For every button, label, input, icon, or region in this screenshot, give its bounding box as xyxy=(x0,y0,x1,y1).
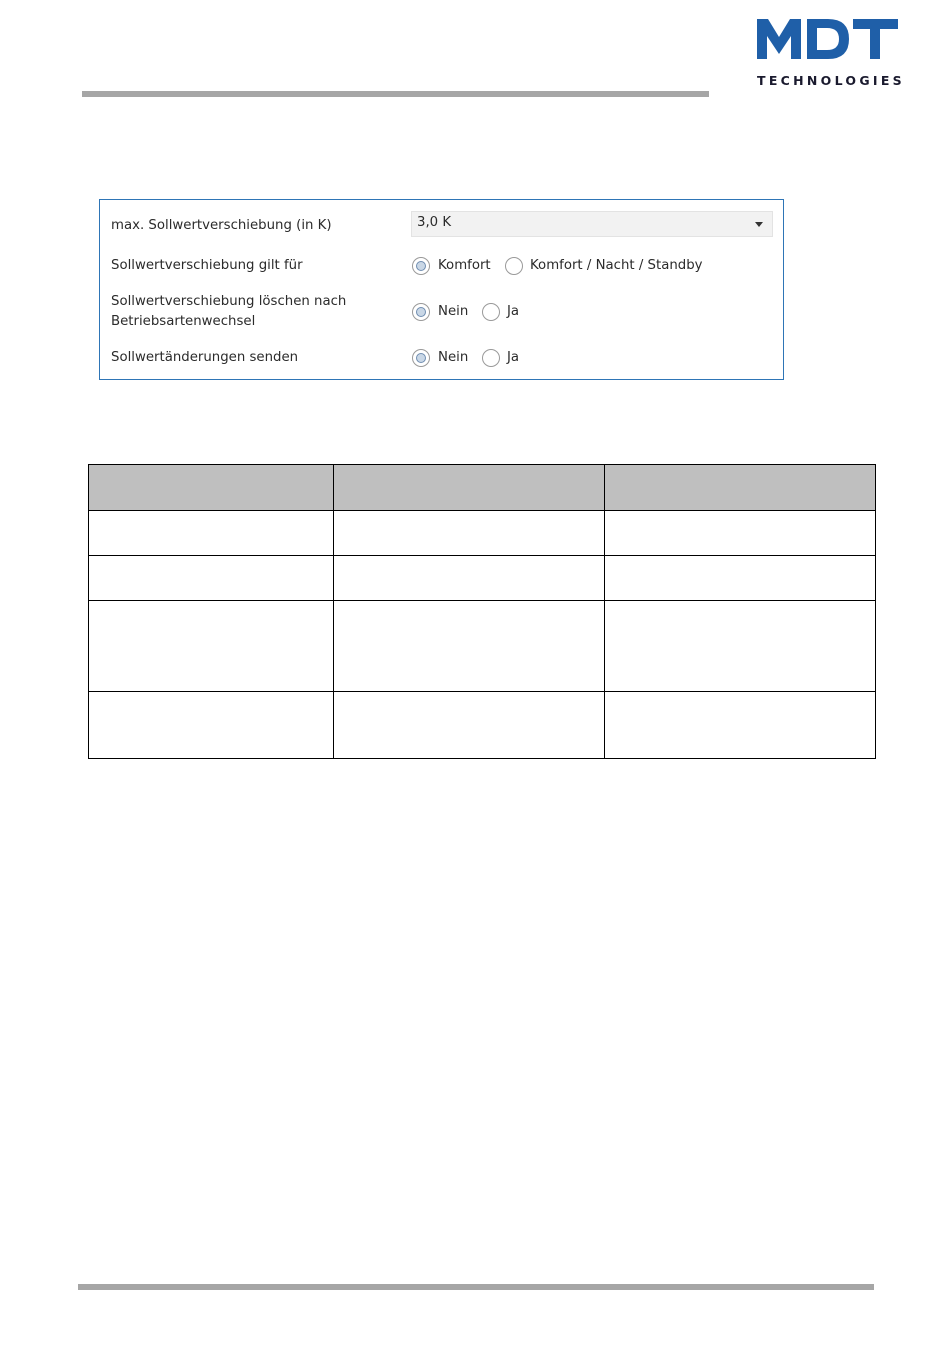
table-cell xyxy=(89,511,334,556)
radio-reset-nein[interactable] xyxy=(412,303,430,321)
radio-reset-nein-label[interactable]: Nein xyxy=(438,304,469,319)
select-value: 3,0 K xyxy=(417,215,452,230)
setpoint-shift-max-label: max. Sollwertverschiebung (in K) xyxy=(111,218,332,233)
send-changes-label: Sollwertänderungen senden xyxy=(111,350,299,365)
table-cell xyxy=(89,556,334,601)
radio-komfort-nacht-standby-label[interactable]: Komfort / Nacht / Standby xyxy=(530,258,703,273)
settings-panel xyxy=(99,199,784,380)
logo-subtitle: TECHNOLOGIES xyxy=(757,73,905,88)
radio-reset-ja-label[interactable]: Ja xyxy=(507,304,520,319)
setpoint-shift-applies-label: Sollwertverschiebung gilt für xyxy=(111,258,303,273)
logo-letter-m xyxy=(757,19,801,59)
table-cell xyxy=(89,601,334,692)
radio-komfort[interactable] xyxy=(412,257,430,275)
table-cell xyxy=(605,692,876,759)
table-cell xyxy=(605,601,876,692)
radio-reset-ja[interactable] xyxy=(482,303,500,321)
header-rule xyxy=(82,91,709,97)
radio-send-nein-label[interactable]: Nein xyxy=(438,350,469,365)
logo-letter-d xyxy=(807,19,849,59)
table-header-cell xyxy=(605,465,876,511)
parameter-table xyxy=(88,464,876,759)
table-cell xyxy=(334,556,605,601)
reset-shift-label-line1: Sollwertverschiebung löschen nach xyxy=(111,294,347,309)
table-cell xyxy=(334,601,605,692)
table-header-cell xyxy=(334,465,605,511)
table-cell xyxy=(605,556,876,601)
table-cell xyxy=(605,511,876,556)
table-cell xyxy=(89,692,334,759)
table-cell xyxy=(334,692,605,759)
radio-send-ja[interactable] xyxy=(482,349,500,367)
radio-send-ja-label[interactable]: Ja xyxy=(507,350,520,365)
radio-send-nein[interactable] xyxy=(412,349,430,367)
radio-komfort-nacht-standby[interactable] xyxy=(505,257,523,275)
table-cell xyxy=(334,511,605,556)
reset-shift-label-line2: Betriebsartenwechsel xyxy=(111,314,256,329)
chevron-down-icon[interactable] xyxy=(755,222,763,227)
table-header-cell xyxy=(89,465,334,511)
logo-letter-t xyxy=(853,19,898,59)
setpoint-shift-max-select[interactable] xyxy=(411,211,773,237)
footer-rule xyxy=(78,1284,874,1290)
radio-komfort-label[interactable]: Komfort xyxy=(438,258,491,273)
